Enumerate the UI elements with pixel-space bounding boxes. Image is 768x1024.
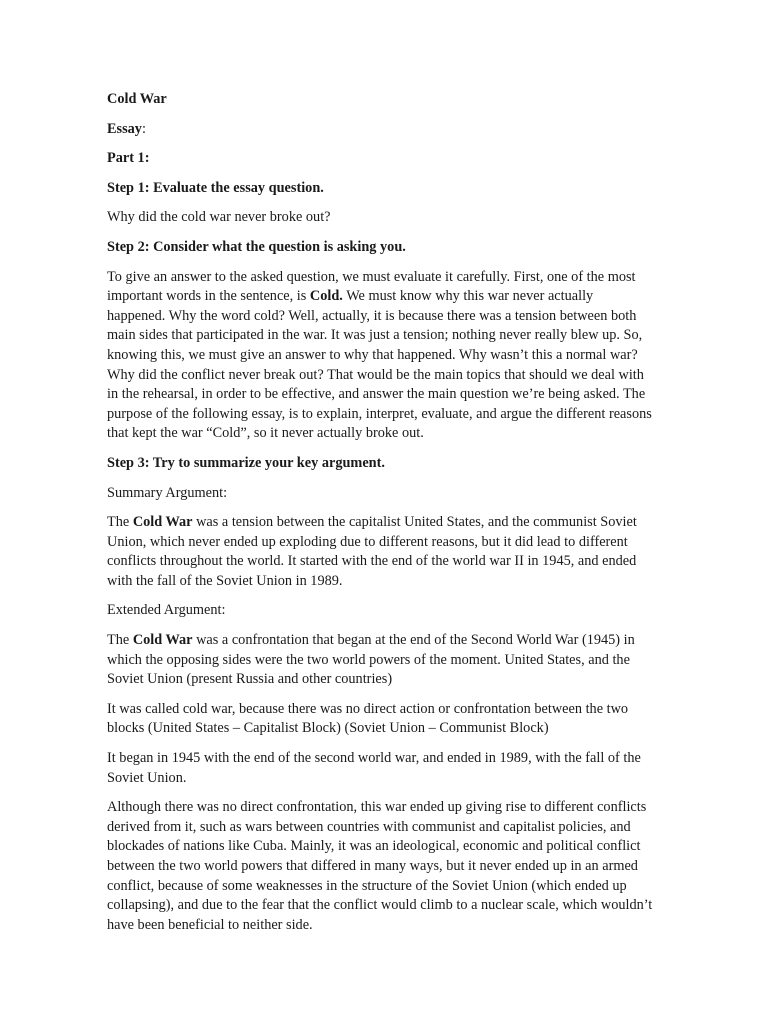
essay-label-line [107, 120, 655, 140]
summary-text-after: was a tension between the capitalist United States, and the communist Soviet Union, which never ended up exploding due to different reasons, but it did lead to different conflicts throughout the world. It started with the end of the world war II in 1945, and ended with the fall of the Soviet Union in 1989. [107, 514, 637, 589]
step2-text-bold: Cold. [309, 288, 343, 305]
extended-paragraph-3: It began in 1945 with the end of the second world war, and ended in 1989, with the fall of the Soviet Union. [107, 750, 641, 786]
essay-label-colon: : [141, 120, 146, 137]
extended-p1-before: The [107, 632, 133, 649]
extended-heading: Extended Argument: [107, 602, 226, 619]
step2-heading: Step 2: Consider what the question is asking you. [107, 238, 406, 255]
step2-text-after: We must know why this war never actually happened. Why the word cold? Well, actually, it is because there was a tension between both main sides that participated in the war. It was just a tension; nothing never really blew up. So, knowing this, we must give an answer to why that happened. Why wasn’t this a normal war? Why did the conflict never break out? That would be the main topics that should we deal with in the rehearsal, in order to be effective, and answer the main question we’re being asked. The purpose of the following essay, is to explain, interpret, evaluate, and argue the different reasons that kept the war “Cold”, so it never actually broke out. [107, 288, 652, 442]
step2-text-before: To give an answer to the asked question, we must evaluate it carefully. First, one of the most important words in the sentence, is [107, 268, 636, 305]
extended-paragraph-1 [107, 631, 655, 690]
step2-paragraph [107, 268, 655, 444]
part-heading: Part 1: [107, 150, 150, 167]
step1-heading: Step 1: Evaluate the essay question. [107, 179, 324, 196]
document-title: Cold War [107, 91, 167, 107]
document-page [107, 90, 655, 945]
extended-p1-after: was a confrontation that began at the end of the Second World War (1945) in which the opposing sides were the two world powers of the moment. United States, and the Soviet Union (present Russia and other countries) [107, 632, 635, 688]
essay-question: Why did the cold war never broke out? [107, 209, 331, 226]
summary-heading: Summary Argument: [107, 484, 228, 501]
extended-p1-bold: Cold War [132, 632, 193, 649]
extended-paragraph-4: Although there was no direct confrontation, this war ended up giving rise to different conflicts derived from it, such as wars between countries with communist and capitalist policies, and blockades of nations like Cuba. Mainly, it was an ideological, economic and political conflict between the two world powers that differed in many ways, but it never ended up in an armed conflict, because of some weaknesses in the structure of the Soviet Union (which ended up collapsing), and due to the fear that the conflict would climb to a nuclear scale, which wouldn’t have been beneficial to neither side. [107, 799, 653, 933]
summary-text-bold: Cold War [132, 514, 193, 531]
step3-heading: Step 3: Try to summarize your key argument. [107, 454, 385, 471]
extended-paragraph-2: It was called cold war, because there was no direct action or confrontation between the two blocks (United States – Capitalist Block) (Soviet Union – Communist Block) [107, 700, 629, 737]
summary-paragraph [107, 513, 655, 591]
essay-label: Essay [107, 120, 142, 137]
summary-text-before: The [107, 514, 133, 531]
